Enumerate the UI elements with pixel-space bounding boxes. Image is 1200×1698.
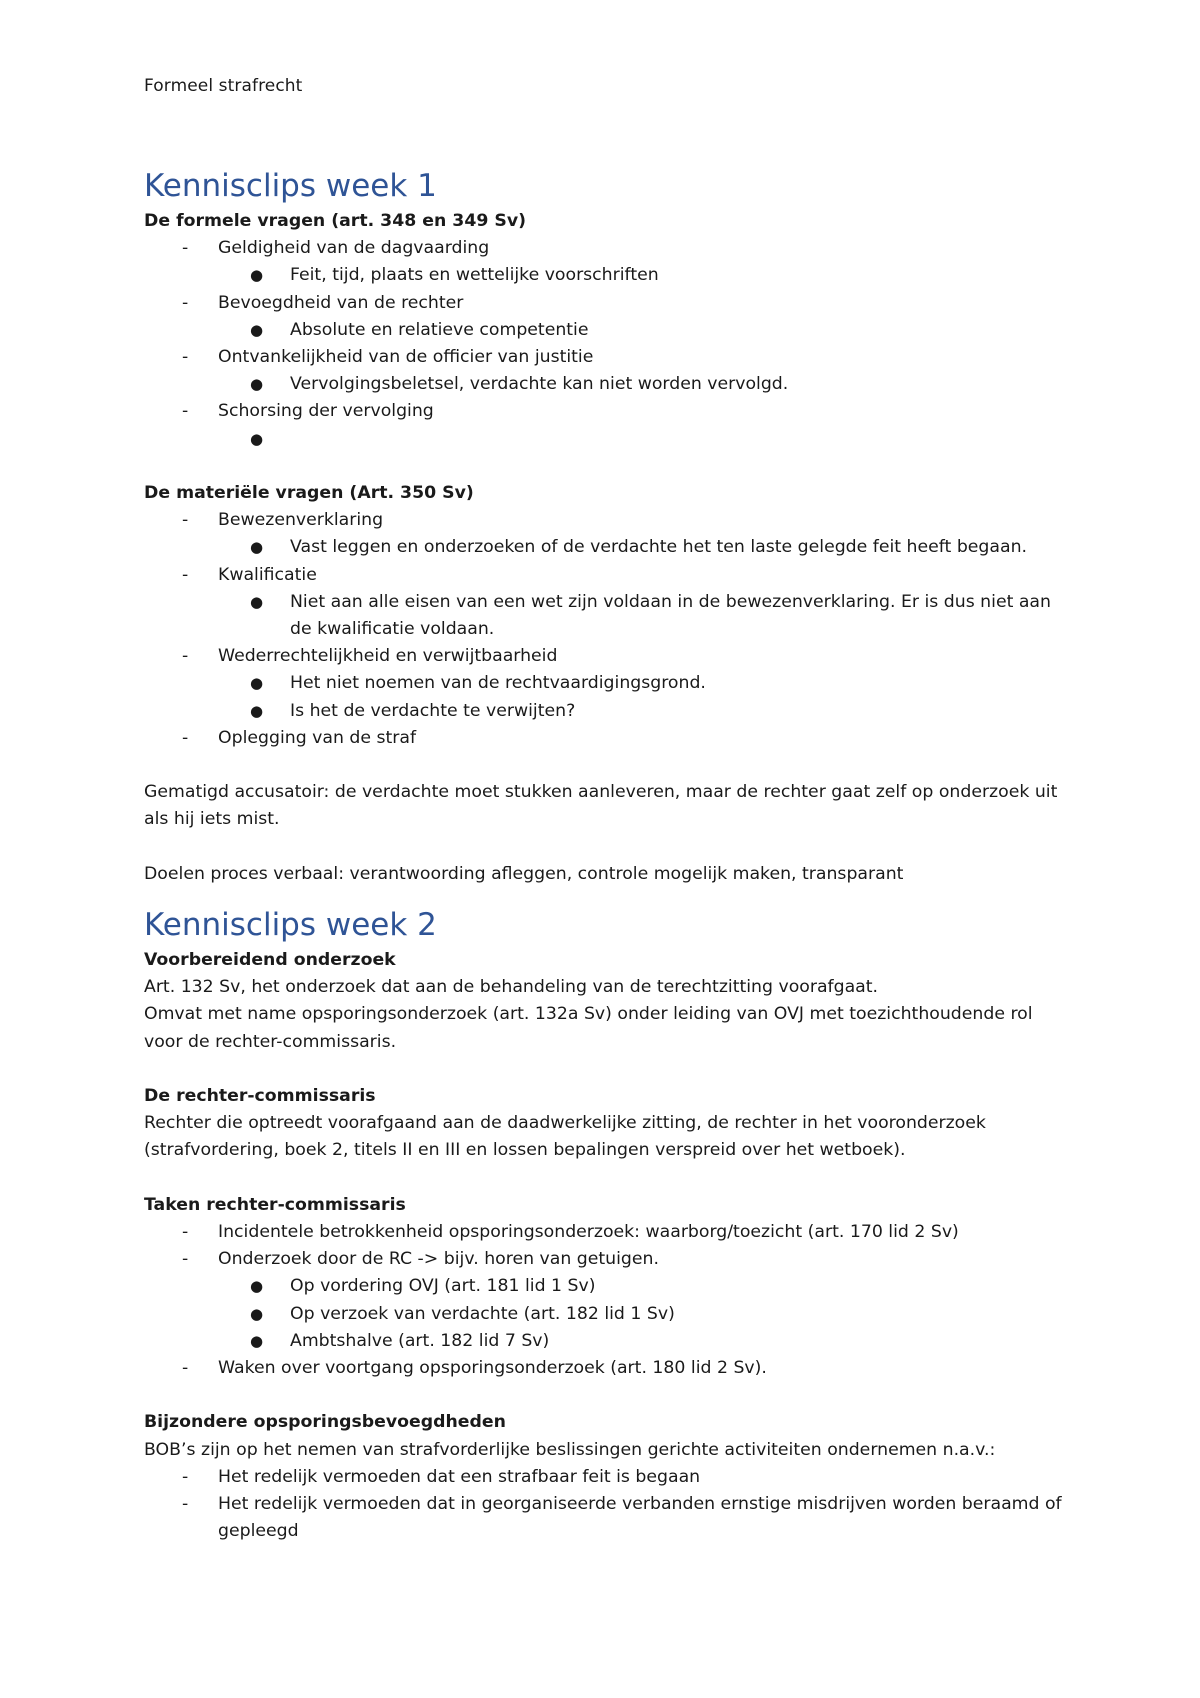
dash-marker: - [182,1466,189,1487]
bullet-marker: ● [250,538,264,557]
dash-item: - Het redelijk vermoeden dat een strafbaar feit is begaan [144,1464,1064,1491]
dash-marker: - [182,646,189,667]
bullet-marker: ● [250,320,264,339]
dash-marker: - [182,727,189,748]
bullet-marker: ● [250,1304,264,1323]
dash-marker: - [182,510,189,531]
bullet-marker: ● [250,429,264,448]
bullet-marker: ● [250,1277,264,1296]
dash-item: - Oplegging van de straf [144,725,1064,752]
bullet-item: ● Vervolgingsbeletsel, verdachte kan niet worden vervolgd. [144,371,1064,398]
section-heading-voorbereidend-onderzoek: Voorbereidend onderzoek [144,950,396,971]
page-header: Formeel strafrecht [144,76,303,96]
paragraph-gematigd-accusatoir: Gematigd accusatoir: de verdachte moet stukken aanleveren, maar de rechter gaat zelf op onderzoek uit als hij iets mist. [144,782,1058,830]
section-heading-formele-vragen: De formele vragen (art. 348 en 349 Sv) [144,211,526,231]
bullet-item: ● Op vordering OVJ (art. 181 lid 1 Sv) [144,1273,1064,1300]
dash-item: - Wederrechtelijkheid en verwijtbaarheid [144,643,1064,670]
dash-item: - Het redelijk vermoeden dat in georganiseerde verbanden ernstige misdrijven worden beraamd of gepleegd [144,1491,1064,1545]
dash-marker: - [182,292,189,313]
bullet-item: ● Feit, tijd, plaats en wettelijke voorschriften [144,262,1064,289]
bullet-item: ● Op verzoek van verdachte (art. 182 lid 1 Sv) [144,1301,1064,1328]
dash-marker: - [182,1249,189,1270]
dash-item: - Bevoegdheid van de rechter [144,290,1064,317]
dash-item: - Incidentele betrokkenheid opsporingsonderzoek: waarborg/toezicht (art. 170 lid 2 Sv) [144,1219,1064,1246]
dash-item: - Onderzoek door de RC -> bijv. horen van getuigen. [144,1246,1064,1273]
bullet-item: ● Absolute en relatieve competentie [144,317,1064,344]
section-heading-rechter-commissaris: De rechter-commissaris [144,1086,376,1107]
bullet-marker: ● [250,266,264,285]
section-heading-materiele-vragen: De materiële vragen (Art. 350 Sv) [144,483,474,504]
dash-item: - Kwalificatie [144,562,1064,589]
dash-marker: - [182,1222,189,1243]
paragraph-line: Art. 132 Sv, het onderzoek dat aan de behandeling van de terechtzitting voorafgaat. [144,977,879,998]
dash-item: - Schorsing der vervolging [144,398,1064,425]
bullet-marker: ● [250,592,264,611]
dash-item: - Waken over voortgang opsporingsonderzoek (art. 180 lid 2 Sv). [144,1355,1064,1382]
bullet-item: ● Is het de verdachte te verwijten? [144,698,1064,725]
dash-item: - Bewezenverklaring [144,507,1064,534]
dash-marker: - [182,564,189,585]
bullet-item: ● Ambtshalve (art. 182 lid 7 Sv) [144,1328,1064,1355]
bullet-item: ● Niet aan alle eisen van een wet zijn voldaan in de bewezenverklaring. Er is dus niet aan de kwalificatie voldaan. [144,589,1064,643]
heading-week-1: Kennisclips week 1 [144,168,437,204]
bullet-marker: ● [250,701,264,720]
document-body [144,166,1064,1545]
bullet-marker: ● [250,375,264,394]
paragraph-doelen-proces-verbaal: Doelen proces verbaal: verantwoording afleggen, controle mogelijk maken, transparant [144,863,904,884]
dash-marker: - [182,401,189,422]
dash-marker: - [182,238,189,259]
dash-marker: - [182,1358,189,1379]
section-heading-bob: Bijzondere opsporingsbevoegdheden [144,1412,506,1433]
paragraph-bob-intro: BOB’s zijn op het nemen van strafvorderlijke beslissingen gerichte activiteiten ondernemen n.a.v.: [144,1439,996,1460]
paragraph-line: Omvat met name opsporingsonderzoek (art. 132a Sv) onder leiding van OVJ met toezichthoudende rol voor de rechter-commissaris. [144,1004,1033,1052]
bullet-item: ● Vast leggen en onderzoeken of de verdachte het ten laste gelegde feit heeft begaan. [144,534,1064,561]
heading-week-2: Kennisclips week 2 [144,907,437,944]
dash-marker: - [182,1494,189,1515]
dash-marker: - [182,347,189,368]
section-heading-taken-rc: Taken rechter-commissaris [144,1194,406,1215]
bullet-marker: ● [250,1331,264,1350]
dash-item: - Ontvankelijkheid van de officier van justitie [144,344,1064,371]
bullet-item-empty [144,426,1064,453]
bullet-item: ● Het niet noemen van de rechtvaardigingsgrond. [144,670,1064,697]
paragraph-rechter-commissaris: Rechter die optreedt voorafgaand aan de daadwerkelijke zitting, de rechter in het vooronderzoek (strafvordering, boek 2, titels II en III en lossen bepalingen verspreid over het wetboek). [144,1113,986,1161]
dash-item: - Geldigheid van de dagvaarding [144,235,1064,262]
bullet-marker: ● [250,674,264,693]
